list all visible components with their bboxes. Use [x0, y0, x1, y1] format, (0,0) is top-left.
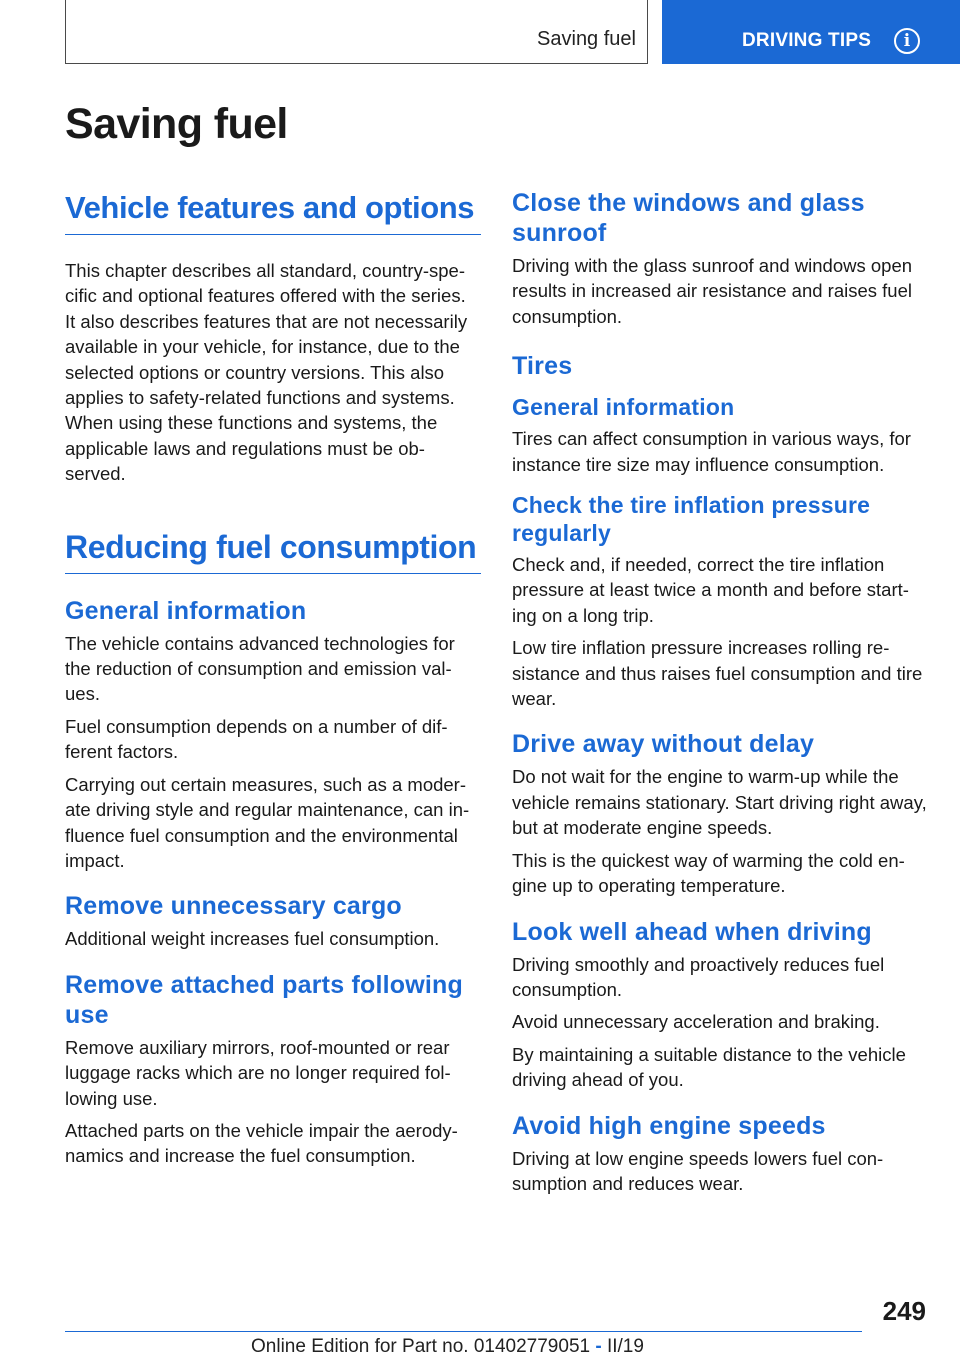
chapter-label: DRIVING TIPS — [742, 30, 872, 51]
info-circle-icon[interactable]: i — [894, 28, 920, 54]
heading-vehicle-features: Vehicle features and options — [65, 190, 481, 235]
paragraph-general-2: Fuel consumption depends on a number of dif- ferent factors. — [65, 715, 448, 763]
paragraph-pressure-2: Low tire inflation pressure increases rolling re- sistance and thus raises fuel consumption and tire wear. — [512, 637, 923, 710]
paragraph-vehicle-features: This chapter describes all standard, country-spe- cific and optional features offered with the series. It also describes features that are not necessarily available in your vehicle, for instance, due to the selected options or country versions. This also applies to safety-related functions and systems. When using these functions and systems, the applicable laws and regulations must be ob- served. — [65, 260, 468, 485]
page-number: 249 — [882, 1296, 926, 1326]
footer-edition-part: Online Edition for Part no. 01402779051 — [251, 1336, 591, 1357]
heading-avoid-high-speeds: Avoid high engine speeds — [512, 1111, 826, 1140]
footer-edition — [251, 1336, 644, 1358]
paragraph-attached-1: Remove auxiliary mirrors, roof-mounted or rear luggage racks which are no longer required fol- lowing use. — [65, 1036, 451, 1109]
heading-look-ahead: Look well ahead when driving — [512, 917, 872, 946]
heading-drive-away: Drive away without delay — [512, 730, 815, 759]
paragraph-tires-general: Tires can affect consumption in various ways, for instance tire size may influence consumption. — [512, 428, 911, 475]
paragraph-attached-2: Attached parts on the vehicle impair the aerody- namics and increase the fuel consumption. — [65, 1119, 458, 1167]
paragraph-look-ahead-1: Driving smoothly and proactively reduces fuel consumption. — [512, 953, 885, 1000]
paragraph-general-1: The vehicle contains advanced technologies for the reduction of consumption and emission val- ues. — [65, 632, 455, 705]
paragraph-general-3: Carrying out certain measures, such as a moder- ate driving style and regular maintenance, can in- fluence fuel consumption and the environmental impact. — [65, 773, 470, 871]
heading-check-pressure: Check the tire inflation pressure regularly — [512, 492, 871, 547]
footer-separator: - — [590, 1336, 607, 1357]
heading-reducing-consumption: Reducing fuel consumption — [65, 529, 481, 574]
heading-tires-general: General information — [512, 394, 735, 421]
paragraph-pressure-1: Check and, if needed, correct the tire inflation pressure at least twice a month and before start- ing on a long trip. — [512, 554, 909, 626]
heading-close-windows: Close the windows and glass sunroof — [512, 189, 865, 247]
paragraph-look-ahead-3: By maintaining a suitable distance to the vehicle driving ahead of you. — [512, 1043, 906, 1091]
paragraph-drive-away-2: This is the quickest way of warming the cold en- gine up to operating temperature. — [512, 849, 905, 897]
paragraph-close-windows: Driving with the glass sunroof and windows open results in increased air resistance and raises fuel consumption. — [512, 255, 913, 327]
header-chapter-tab[interactable] — [662, 0, 960, 64]
heading-tires: Tires — [512, 352, 573, 381]
page-title: Saving fuel — [65, 100, 288, 148]
header-section-title: Saving fuel — [537, 28, 636, 50]
footer-edition-version: II/19 — [606, 1336, 644, 1357]
paragraph-drive-away-1: Do not wait for the engine to warm-up while the vehicle remains stationary. Start driving right away, but at moderate engine speeds. — [512, 766, 927, 839]
heading-general-information: General information — [65, 596, 307, 625]
paragraph-avoid-high-speeds: Driving at low engine speeds lowers fuel con- sumption and reduces wear. — [512, 1147, 884, 1194]
footer-divider — [65, 1331, 862, 1332]
paragraph-look-ahead-2: Avoid unnecessary acceleration and braking. — [512, 1011, 880, 1033]
right-column — [512, 188, 928, 1196]
left-column — [65, 190, 481, 1169]
paragraph-remove-cargo: Additional weight increases fuel consumption. — [65, 928, 440, 950]
heading-remove-attached-parts: Remove attached parts following use — [65, 970, 463, 1029]
heading-remove-cargo: Remove unnecessary cargo — [65, 892, 402, 921]
